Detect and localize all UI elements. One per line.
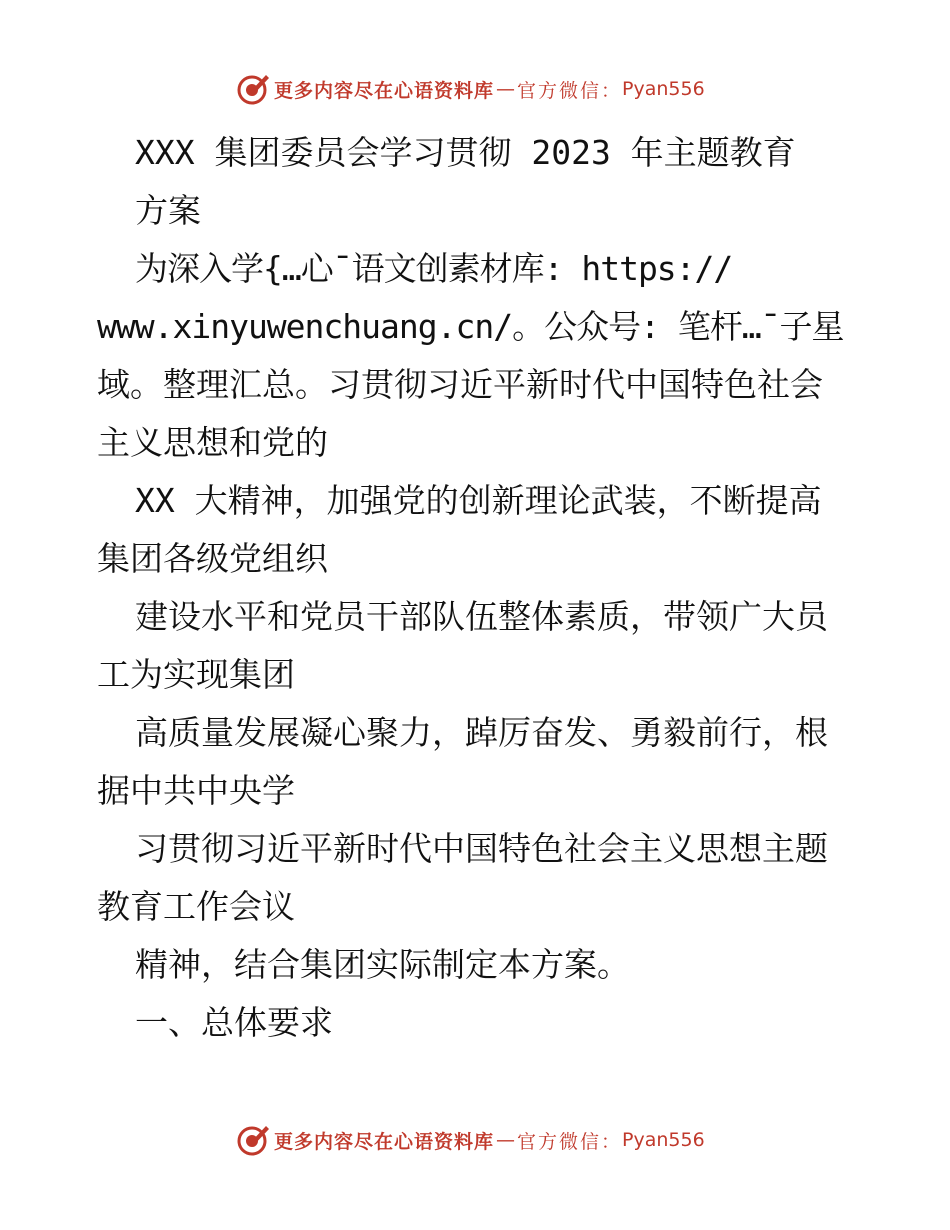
doc-line: 高质量发展凝心聚力，踔厉奋发、勇毅前行，根 — [135, 713, 828, 752]
doc-line: 据中共中央学 — [97, 771, 295, 810]
doc-line: 教育工作会议 — [97, 887, 295, 926]
doc-title-line-2: 方案 — [135, 191, 201, 230]
banner-wechat-id: Pyan556 — [622, 1129, 705, 1151]
banner-text: 更多内容尽在心语资料库 — [274, 79, 495, 102]
banner-dash: — — [496, 1129, 516, 1151]
doc-line: 精神，结合集团实际制定本方案。 — [135, 945, 630, 984]
banner-wechat-id: Pyan556 — [622, 78, 705, 100]
banner-dash: — — [496, 78, 516, 100]
pen-logo-icon — [236, 72, 270, 106]
header-banner — [236, 72, 705, 106]
doc-line: 建设水平和党员干部队伍整体素质，带领广大员 — [135, 597, 828, 636]
doc-line: 主义思想和党的 — [97, 423, 328, 462]
footer-banner — [236, 1123, 705, 1157]
doc-line: 习贯彻习近平新时代中国特色社会主义思想主题 — [135, 829, 828, 868]
doc-line: www.xinyuwenchuang.cn/。公众号: 笔杆…¯子星 — [97, 307, 844, 346]
doc-line: 工为实现集团 — [97, 655, 295, 694]
doc-line: 为深入学{…心¯语文创素材库: https:// — [135, 249, 733, 288]
pen-logo-icon — [236, 1123, 270, 1157]
doc-line: 域。整理汇总。习贯彻习近平新时代中国特色社会 — [97, 365, 823, 404]
banner-text: 更多内容尽在心语资料库 — [274, 1130, 495, 1153]
section-heading: 一、总体要求 — [135, 1003, 333, 1042]
doc-title-line-1: XXX 集团委员会学习贯彻 2023 年主题教育 — [135, 133, 796, 172]
document-body — [97, 124, 867, 1052]
banner-wechat-label: 官方微信： — [517, 79, 623, 102]
doc-line: XX 大精神，加强党的创新理论武装，不断提高 — [135, 481, 822, 520]
banner-wechat-label: 官方微信： — [517, 1130, 623, 1153]
doc-line: 集团各级党组织 — [97, 539, 328, 578]
